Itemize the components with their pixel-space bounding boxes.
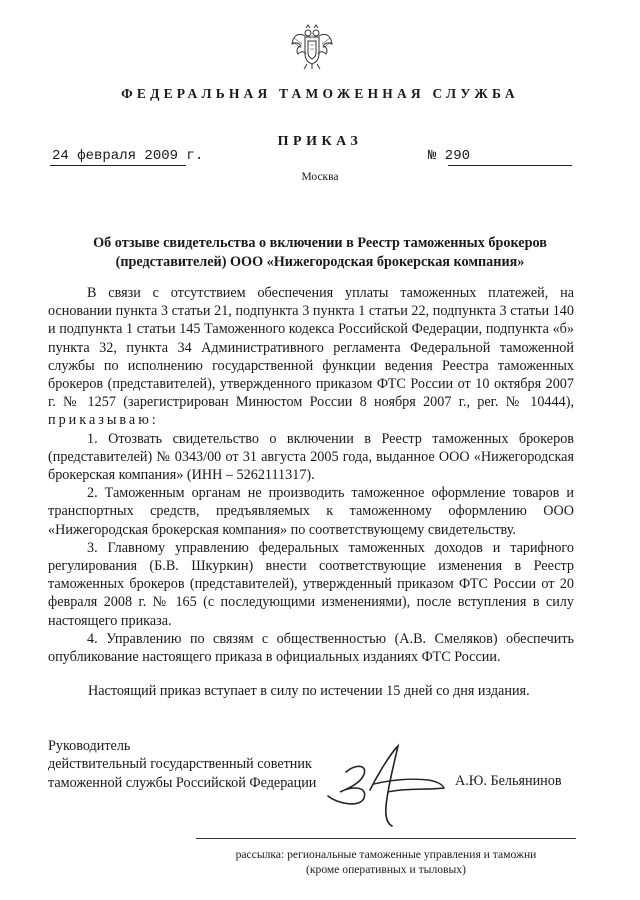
handwritten-signature: [318, 740, 448, 830]
city: Москва: [301, 171, 339, 183]
date-underline: [50, 165, 186, 166]
order-item-3: 3. Главному управлению федеральных таможенных доходов и тарифного регулирования (Б.В. Шкуркин) внести соответствующие изменения в Реестр таможенных брокеров (представителей), утвержденный приказом ФТС России от 20 февраля 2008 г. № 165 (с последующими изменениями), после вступления в силу настоящего приказа.: [48, 539, 574, 629]
distribution-line-1: рассылка: региональные таможенные управления и таможни: [235, 848, 537, 861]
effective-clause: Настоящий приказ вступает в силу по истечении 15 дней со дня издания.: [88, 683, 530, 699]
signer-position: Руководитель: [48, 738, 131, 754]
signer-name: А.Ю. Бельянинов: [455, 773, 562, 789]
signer-block: [48, 737, 316, 792]
order-date: 24 февраля 2009 г.: [52, 148, 204, 164]
number-underline: [448, 165, 572, 166]
distribution-list: [196, 847, 576, 877]
preamble-paragraph: [48, 284, 574, 430]
order-item-1: 1. Отозвать свидетельство о включении в Реестр таможенных брокеров (представителей) № 0343/00 от 31 августа 2005 года, выданное ООО «Нижегородская брокерская компания» (ИНН – 5262111317).: [48, 430, 574, 484]
order-item-2: 2. Таможенным органам не производить таможенное оформление товаров и транспортных средств, предъявляемых к таможенному оформлению ООО «Нижегородская брокерская компания» по соответствующему свидетельству.: [48, 485, 574, 538]
title-line-1: Об отзыве свидетельства о включении в Реестр таможенных брокеров: [93, 235, 547, 251]
signer-rank: действительный государственный советник: [48, 756, 312, 773]
title-line-2: (представителей) ООО «Нижегородская брокерская компания»: [115, 254, 525, 270]
order-item-4: 4. Управлению по связям с общественностью (А.В. Смеляков) обеспечить опубликование настоящего приказа в официальных изданиях ФТС России.: [48, 630, 574, 666]
distribution-divider: [196, 838, 576, 839]
order-body: [48, 284, 574, 666]
order-word: приказываю:: [48, 412, 159, 429]
state-emblem-icon: [290, 24, 334, 70]
agency-name: ФЕДЕРАЛЬНАЯ ТАМОЖЕННАЯ СЛУЖБА: [121, 86, 519, 101]
distribution-line-2: (кроме оперативных и тыловых): [306, 863, 466, 876]
order-title: [50, 234, 590, 272]
preamble-text: В связи с отсутствием обеспечения уплаты таможенных платежей, на основании пункта 3 статьи 21, подпункта 3 пункта 1 статьи 22, подпункта 3 статьи 140 и подпункта 1 статьи 145 Таможенного кодекса Российской Федерации, подпункта «б» пункта 32, пункта 34 Административного регламента Федеральной таможенной службы по исполнению государственной функции ведения Реестра таможенных брокеров (представителей), утвержденного приказом ФТС России от 10 октября 2007 г. № 1257 (зарегистрирован Минюстом России 8 ноября 2007 г., рег. № 10444),: [48, 285, 574, 411]
document-type: ПРИКАЗ: [277, 134, 363, 149]
order-number: № 290: [428, 148, 471, 164]
signer-rank-continued: таможенной службы Российской Федерации: [48, 774, 317, 791]
